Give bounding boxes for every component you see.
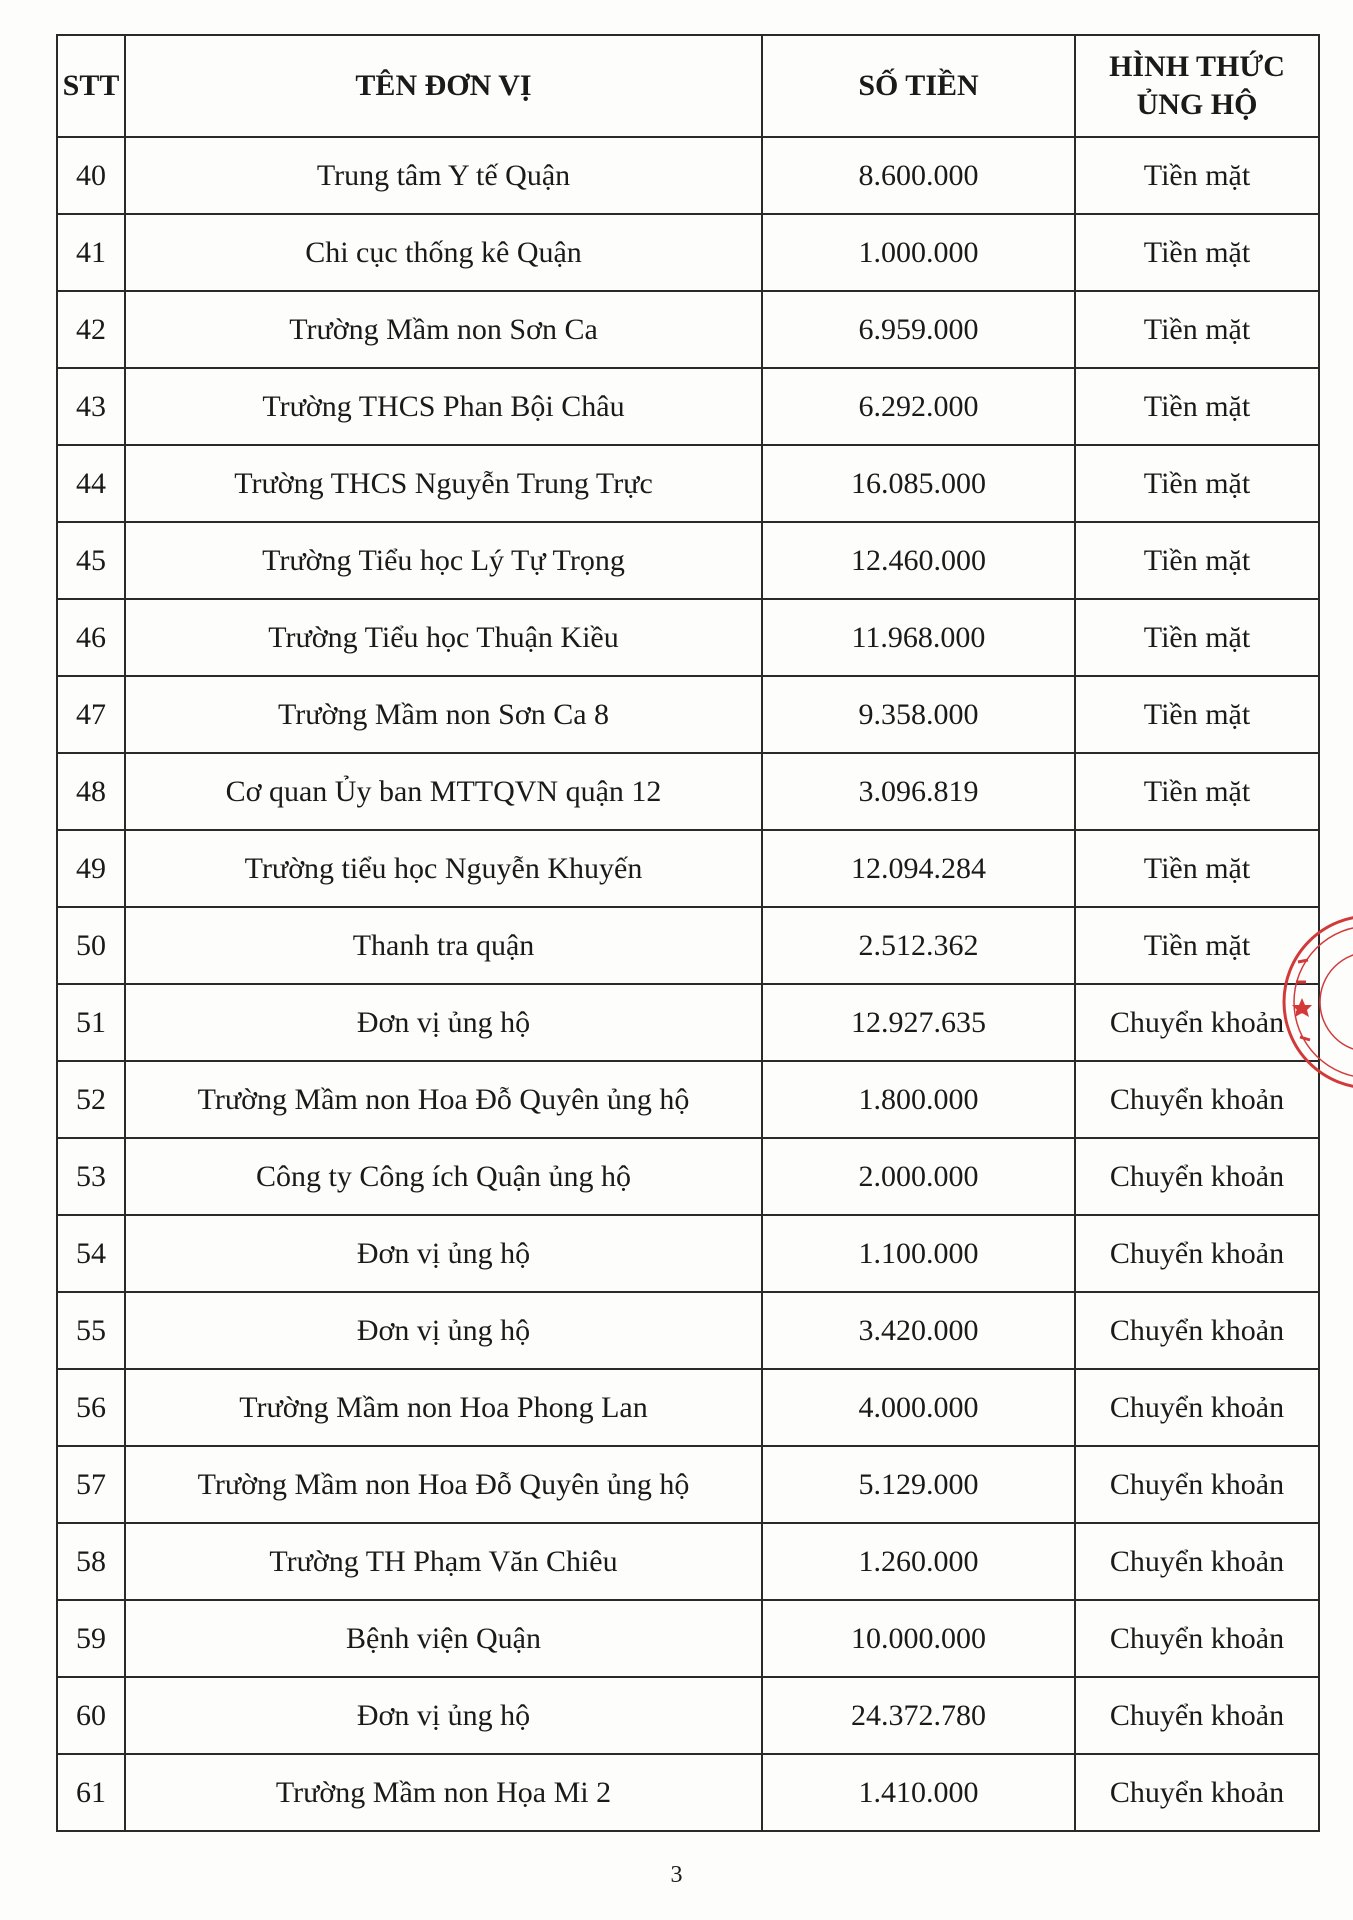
cell-amount: 12.094.284 xyxy=(762,830,1075,907)
cell-unit-name: Trường THCS Nguyễn Trung Trực xyxy=(125,445,762,522)
table-body xyxy=(57,137,1319,1831)
cell-stt: 48 xyxy=(57,753,125,830)
header-support-method xyxy=(1075,35,1319,137)
cell-stt: 40 xyxy=(57,137,125,214)
cell-amount: 3.096.819 xyxy=(762,753,1075,830)
cell-unit-name: Trường Mầm non Hoa Đỗ Quyên ủng hộ xyxy=(125,1446,762,1523)
cell-stt: 52 xyxy=(57,1061,125,1138)
cell-unit-name: Chi cục thống kê Quận xyxy=(125,214,762,291)
cell-amount: 1.260.000 xyxy=(762,1523,1075,1600)
cell-amount: 2.000.000 xyxy=(762,1138,1075,1215)
header-stt: STT xyxy=(57,35,125,137)
cell-amount: 9.358.000 xyxy=(762,676,1075,753)
cell-stt: 44 xyxy=(57,445,125,522)
cell-support-method: Tiền mặt xyxy=(1075,214,1319,291)
table-row xyxy=(57,522,1319,599)
table-row xyxy=(57,291,1319,368)
cell-stt: 50 xyxy=(57,907,125,984)
table-row xyxy=(57,1754,1319,1831)
cell-unit-name: Trường Mầm non Hoa Đỗ Quyên ủng hộ xyxy=(125,1061,762,1138)
cell-support-method: Tiền mặt xyxy=(1075,599,1319,676)
cell-support-method: Chuyển khoản xyxy=(1075,1754,1319,1831)
table-row xyxy=(57,445,1319,522)
cell-amount: 6.292.000 xyxy=(762,368,1075,445)
header-amount: SỐ TIỀN xyxy=(762,35,1075,137)
cell-amount: 8.600.000 xyxy=(762,137,1075,214)
cell-support-method: Chuyển khoản xyxy=(1075,1138,1319,1215)
table-row xyxy=(57,137,1319,214)
cell-support-method: Tiền mặt xyxy=(1075,137,1319,214)
cell-support-method: Chuyển khoản xyxy=(1075,1061,1319,1138)
cell-unit-name: Trung tâm Y tế Quận xyxy=(125,137,762,214)
cell-support-method: Tiền mặt xyxy=(1075,445,1319,522)
cell-unit-name: Công ty Công ích Quận ủng hộ xyxy=(125,1138,762,1215)
cell-unit-name: Đơn vị ủng hộ xyxy=(125,1677,762,1754)
cell-support-method: Chuyển khoản xyxy=(1075,1215,1319,1292)
cell-unit-name: Trường THCS Phan Bội Châu xyxy=(125,368,762,445)
cell-amount: 4.000.000 xyxy=(762,1369,1075,1446)
cell-stt: 55 xyxy=(57,1292,125,1369)
cell-unit-name: Thanh tra quận xyxy=(125,907,762,984)
cell-unit-name: Cơ quan Ủy ban MTTQVN quận 12 xyxy=(125,753,762,830)
cell-stt: 58 xyxy=(57,1523,125,1600)
cell-stt: 51 xyxy=(57,984,125,1061)
cell-support-method: Tiền mặt xyxy=(1075,291,1319,368)
cell-stt: 53 xyxy=(57,1138,125,1215)
cell-amount: 6.959.000 xyxy=(762,291,1075,368)
table-row xyxy=(57,1215,1319,1292)
cell-unit-name: Trường tiểu học Nguyễn Khuyến xyxy=(125,830,762,907)
cell-stt: 60 xyxy=(57,1677,125,1754)
table-row xyxy=(57,214,1319,291)
cell-stt: 43 xyxy=(57,368,125,445)
table-row xyxy=(57,1369,1319,1446)
cell-amount: 12.927.635 xyxy=(762,984,1075,1061)
cell-amount: 24.372.780 xyxy=(762,1677,1075,1754)
cell-stt: 57 xyxy=(57,1446,125,1523)
cell-support-method: Tiền mặt xyxy=(1075,676,1319,753)
page-number: 3 xyxy=(670,1862,683,1888)
table-row xyxy=(57,753,1319,830)
table-row xyxy=(57,1138,1319,1215)
cell-unit-name: Trường Mầm non Sơn Ca 8 xyxy=(125,676,762,753)
cell-amount: 10.000.000 xyxy=(762,1600,1075,1677)
cell-unit-name: Trường Mầm non Sơn Ca xyxy=(125,291,762,368)
cell-support-method: Chuyển khoản xyxy=(1075,1600,1319,1677)
cell-support-method: Tiền mặt xyxy=(1075,368,1319,445)
cell-stt: 49 xyxy=(57,830,125,907)
cell-support-method: Tiền mặt xyxy=(1075,907,1319,984)
cell-support-method: Tiền mặt xyxy=(1075,830,1319,907)
table-row xyxy=(57,1446,1319,1523)
cell-unit-name: Trường Tiểu học Thuận Kiều xyxy=(125,599,762,676)
table-row xyxy=(57,599,1319,676)
cell-stt: 56 xyxy=(57,1369,125,1446)
table-header-row xyxy=(57,35,1319,137)
cell-stt: 42 xyxy=(57,291,125,368)
cell-stt: 46 xyxy=(57,599,125,676)
cell-support-method: Chuyển khoản xyxy=(1075,984,1319,1061)
cell-support-method: Tiền mặt xyxy=(1075,753,1319,830)
cell-unit-name: Đơn vị ủng hộ xyxy=(125,1292,762,1369)
header-method-line2: ỦNG HỘ xyxy=(1136,88,1258,121)
cell-unit-name: Bệnh viện Quận xyxy=(125,1600,762,1677)
table-row xyxy=(57,1292,1319,1369)
cell-support-method: Chuyển khoản xyxy=(1075,1446,1319,1523)
cell-unit-name: Đơn vị ủng hộ xyxy=(125,984,762,1061)
cell-amount: 2.512.362 xyxy=(762,907,1075,984)
cell-amount: 5.129.000 xyxy=(762,1446,1075,1523)
header-method-line1: HÌNH THỨC xyxy=(1109,50,1285,83)
cell-amount: 3.420.000 xyxy=(762,1292,1075,1369)
cell-stt: 54 xyxy=(57,1215,125,1292)
cell-amount: 11.968.000 xyxy=(762,599,1075,676)
cell-support-method: Chuyển khoản xyxy=(1075,1369,1319,1446)
cell-amount: 16.085.000 xyxy=(762,445,1075,522)
cell-stt: 59 xyxy=(57,1600,125,1677)
table-row xyxy=(57,1523,1319,1600)
table-row xyxy=(57,1061,1319,1138)
cell-support-method: Tiền mặt xyxy=(1075,522,1319,599)
cell-amount: 12.460.000 xyxy=(762,522,1075,599)
cell-support-method: Chuyển khoản xyxy=(1075,1677,1319,1754)
table-row xyxy=(57,1677,1319,1754)
table-row xyxy=(57,984,1319,1061)
donation-table xyxy=(56,34,1320,1832)
cell-stt: 41 xyxy=(57,214,125,291)
table-row xyxy=(57,830,1319,907)
cell-amount: 1.100.000 xyxy=(762,1215,1075,1292)
cell-stt: 61 xyxy=(57,1754,125,1831)
cell-unit-name: Trường Mầm non Hoa Phong Lan xyxy=(125,1369,762,1446)
cell-stt: 45 xyxy=(57,522,125,599)
cell-unit-name: Trường Mầm non Họa Mi 2 xyxy=(125,1754,762,1831)
header-unit-name: TÊN ĐƠN VỊ xyxy=(125,35,762,137)
cell-amount: 1.800.000 xyxy=(762,1061,1075,1138)
cell-amount: 1.410.000 xyxy=(762,1754,1075,1831)
cell-stt: 47 xyxy=(57,676,125,753)
cell-unit-name: Đơn vị ủng hộ xyxy=(125,1215,762,1292)
cell-unit-name: Trường TH Phạm Văn Chiêu xyxy=(125,1523,762,1600)
table-row xyxy=(57,907,1319,984)
table-row xyxy=(57,676,1319,753)
cell-support-method: Chuyển khoản xyxy=(1075,1523,1319,1600)
table-row xyxy=(57,368,1319,445)
cell-support-method: Chuyển khoản xyxy=(1075,1292,1319,1369)
cell-amount: 1.000.000 xyxy=(762,214,1075,291)
cell-unit-name: Trường Tiểu học Lý Tự Trọng xyxy=(125,522,762,599)
table-row xyxy=(57,1600,1319,1677)
